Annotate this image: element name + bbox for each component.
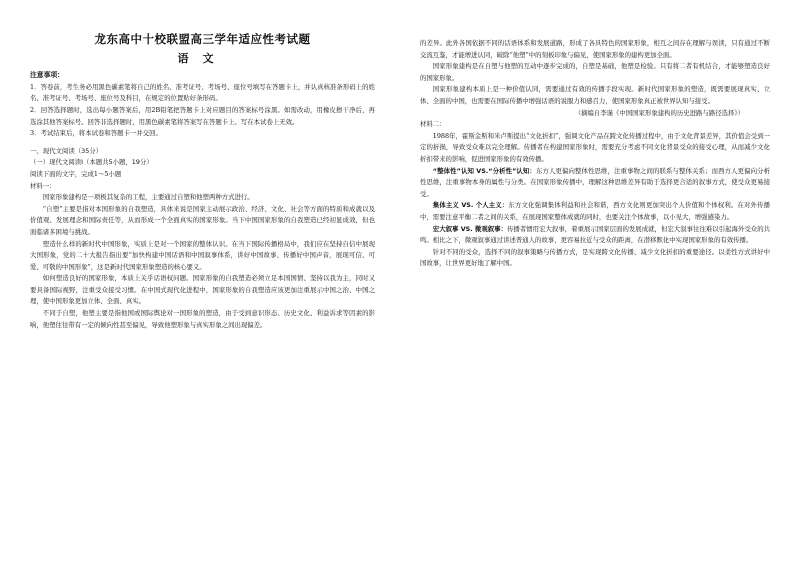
paragraph: 如何塑造良好的国家形象，本质上关乎话语权问题。国家形象的自我塑造必须立足本国国情、坚持以我为主，同时又要具备国际视野，注重受众接受习惯。在中国式现代化进程中，国家形象的自我塑造应该更加注重展示中国之治、中国之理，使中国形象更加立体、全面、真实。 <box>30 274 375 306</box>
right-column <box>420 0 770 570</box>
paragraph: 国家形象建构本质上是一种价值认同，需要通过有效的传播手段实现。新时代国家形象的塑造，既需要展现真实、立体、全面的中国，也需要在国际传播中增强话语的说服力和感召力，使国家形象真正被世界认知与接受。 <box>420 85 770 105</box>
left-column <box>30 0 375 532</box>
exam-title: 龙东高中十校联盟高三学年适应性考试题 <box>94 32 311 46</box>
notes-label: 注意事项： <box>30 71 64 80</box>
note-item-1: 1．答卷前，考生务必用黑色碳素笔将自己的姓名、准考证号、考场号、座位号填写在答题卡上，并认真核准条形码上的姓名、准考证号、考场号、座位号及科目，在规定的位置贴好条形码。 <box>30 82 375 103</box>
point-text: 东方文化强调集体利益和社会和谐，西方文化则更加突出个人价值和个体权利。在对外传播中，需要注意平衡二者之间的关系，在展现国家整体成就的同时，也要关注个体故事，以小见大，增强感染力。 <box>420 201 770 221</box>
source-citation: （摘编自李谨《中国国家形象建构的历史进路与路径选择》） <box>574 108 744 117</box>
paragraph: 1988年，霍斯金斯和米卢斯提出“文化折扣”，强调文化产品在跨文化传播过程中，由于文化背景差异，其价值会受到一定的折损，导致受众难以完全理解。传播者在构建国家形象时，需要充分考虑不同文化背景受众的接受心理，从而减少文化折扣带来的影响，促进国家形象的有效传播。 <box>420 131 770 163</box>
point-label: 集体主义 VS. 个人主义： <box>432 201 509 210</box>
paragraph: 国家形象建构是一项极其复杂的工程，主要通过自塑和他塑两种方式进行。 <box>42 193 254 202</box>
subsection-heading: （一）现代文阅读Ⅰ（本题共5小题，19分） <box>30 158 153 167</box>
exam-subject: 语文 <box>177 51 228 65</box>
material-label: 材料二： <box>420 120 446 129</box>
point-label: “整体性”认知 VS.“分析性”认知： <box>432 166 536 175</box>
point-text: 针对不同的受众，选择不同的叙事策略与传播方式，是实现跨文化传播、减少文化折扣的重要途径。以柔性方式讲好中国故事，让世界更好地了解中国。 <box>420 247 770 268</box>
point-text: 传播者惯用宏大叙事，着重展示国家层面的发展成就，但宏大叙事往往难以引起海外受众的共鸣。相比之下，微观叙事通过讲述普通人的故事，更容易拉近与受众的距离，在潜移默化中实现国家形象的有效传播。 <box>420 224 770 245</box>
paragraph: 国家形象建构是在自塑与他塑的互动中逐步完成的，自塑是基础，他塑是检验。只有将二者有机结合，才能够塑造良好的国家形象。 <box>420 62 770 82</box>
note-item-3: 3．考试结束后，将本试卷和答题卡一并交回。 <box>30 129 162 138</box>
reading-instruction: 阅读下面的文字，完成1～5小题 <box>30 169 122 178</box>
point-label: 宏大叙事 VS. 微观叙事： <box>432 224 508 233</box>
point-paragraph <box>420 200 770 223</box>
note-item-2: 2．回答选择题时，选出每小题答案后，用2B铅笔把答题卡上对应题目的答案标号涂黑。如需改动，用橡皮擦干净后，再选涂其他答案标号。回答非选择题时，用黑色碳素笔将答案写在答题卡上。写在本试卷上无效。 <box>30 105 375 126</box>
point-paragraph <box>420 247 770 270</box>
point-paragraph <box>420 224 770 247</box>
point-text: 东方人更偏向整体性思维，注重事物之间的联系与整体关系；而西方人更偏向分析性思维，注重事物本身的属性与分类。在国家形象传播中，理解这种思维差异有助于选择更合适的叙事方式，使受众更易接受。 <box>420 166 770 198</box>
section-heading: 一、现代文阅读（35分） <box>30 146 103 155</box>
material-label: 材料一： <box>30 181 56 190</box>
paragraph: 不同于自塑，他塑主要是指他国或国际舆论对一国形象的塑造，由于受到意识形态、历史文化、利益诉求等因素的影响，他塑往往带有一定的倾向性甚至偏见，导致他塑形象与真实形象之间出现偏差。 <box>30 309 375 329</box>
point-paragraph <box>420 166 770 201</box>
paragraph: “自塑”主要是指对本国形象的自我塑造，具体来说是国家主动展示政治、经济、文化、社会等方面的特质和成就以及价值观、发展理念和国际责任等，从而形成一个全面真实的国家形象。当下中国国家形象的自我塑造已经初显成效，但也面临诸多困境与挑战。 <box>30 204 375 236</box>
paragraph: 的差异。此外各国依据不同的话语体系和发展道路，形成了各具特色的国家形象，相互之间存在理解与误读，只有通过不断交流互鉴，才能增进认同，破除“他塑”中的刻板印象与偏见，使国家形象的建构更加全面。 <box>420 39 770 59</box>
paragraph: 塑造什么样的新时代中国形象，实质上是对一个国家的整体认识。在当下国际传播格局中，我们应在坚持自信中展现大国形象，党的二十大报告指出要“加快构建中国话语和中国叙事体系，讲好中国故事、传播好中国声音，展现可信、可爱、可敬的中国形象”，这是新时代国家形象塑造的核心要义。 <box>30 239 375 271</box>
